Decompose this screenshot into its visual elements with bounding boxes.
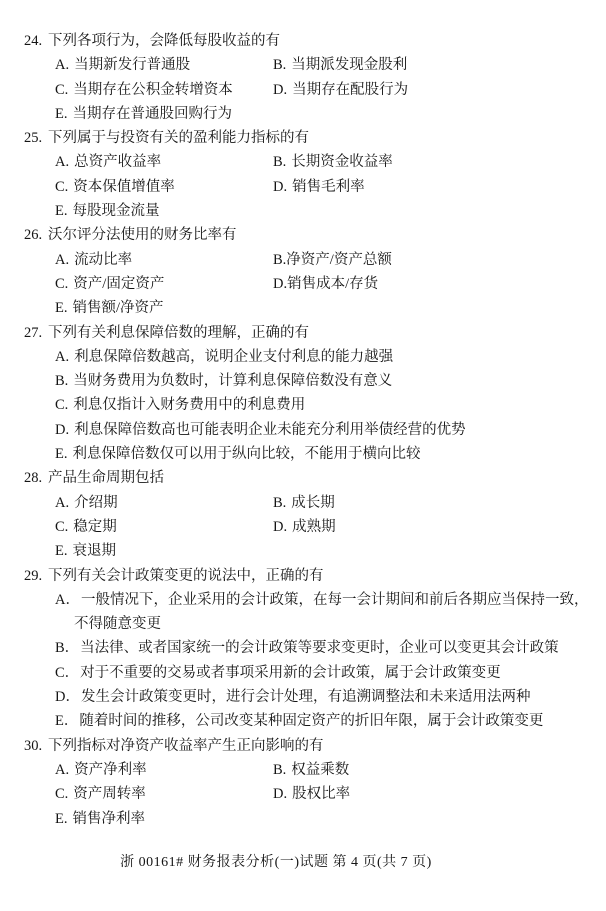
option bbox=[273, 276, 378, 292]
option bbox=[273, 495, 335, 511]
option-label: E. bbox=[55, 810, 68, 827]
option-row bbox=[0, 515, 606, 539]
question-number: 28. bbox=[24, 470, 43, 487]
option-label: D. bbox=[273, 518, 288, 535]
option-text: 当财务费用为负数时，计算利息保障倍数没有意义 bbox=[73, 373, 393, 390]
option-label: B． bbox=[55, 640, 80, 657]
option-text: 利息保障倍数越高，说明企业支付利息的能力越强 bbox=[74, 348, 394, 365]
question-number: 30. bbox=[24, 737, 43, 754]
option-text: 每股现金流量 bbox=[72, 203, 160, 220]
option-label: B. bbox=[273, 761, 287, 778]
option bbox=[55, 446, 420, 462]
option-text: 利息保障倍数高也可能表明企业未能充分利用举债经营的优势 bbox=[74, 421, 466, 438]
option bbox=[273, 154, 393, 170]
option-label: E. bbox=[55, 300, 68, 317]
option bbox=[55, 106, 232, 122]
question-number: 27. bbox=[24, 324, 43, 341]
question-number: 24. bbox=[24, 33, 43, 49]
option-text: 销售毛利率 bbox=[292, 178, 365, 195]
option-label: C. bbox=[55, 178, 69, 195]
option-label: A. bbox=[55, 761, 70, 778]
option bbox=[55, 248, 273, 272]
option-label: E. bbox=[55, 446, 68, 463]
option-text: 股权比率 bbox=[292, 786, 351, 803]
option-row bbox=[0, 758, 606, 782]
page-footer: 浙 00161# 财务报表分析(一)试题 第 4 页(共 7 页) bbox=[120, 855, 432, 870]
option-text: 当期派发现金股利 bbox=[291, 57, 408, 74]
question-line bbox=[0, 29, 606, 53]
option-text: 资本保值增值率 bbox=[73, 178, 175, 195]
option bbox=[55, 543, 116, 559]
option-text: 销售额/净资产 bbox=[72, 300, 164, 317]
option-text: 总资产收益率 bbox=[74, 154, 162, 171]
option-text: 流动比率 bbox=[74, 251, 133, 268]
option-text: 销售净利率 bbox=[72, 810, 145, 827]
option-label: B. bbox=[273, 57, 287, 74]
option-label: C． bbox=[55, 664, 80, 681]
option bbox=[55, 640, 559, 656]
option bbox=[55, 349, 393, 365]
option-row bbox=[0, 345, 606, 369]
option-label: C. bbox=[55, 518, 69, 535]
option-text: 当期新发行普通股 bbox=[74, 57, 191, 74]
option bbox=[55, 53, 273, 77]
option bbox=[55, 689, 530, 705]
option-text: 利息仅指计入财务费用中的利息费用 bbox=[73, 397, 306, 414]
option-label: E． bbox=[55, 713, 79, 730]
question-line bbox=[0, 466, 606, 490]
option-row bbox=[0, 588, 606, 612]
option-label: D. bbox=[273, 81, 288, 98]
option bbox=[55, 150, 273, 174]
option-row bbox=[0, 78, 606, 102]
option-row bbox=[0, 102, 606, 126]
option bbox=[55, 175, 273, 199]
option bbox=[55, 592, 588, 608]
option-row bbox=[0, 175, 606, 199]
option bbox=[55, 300, 164, 316]
option-row bbox=[0, 199, 606, 223]
option bbox=[273, 762, 349, 778]
option-label: C. bbox=[55, 786, 69, 803]
option-row bbox=[0, 150, 606, 174]
option-label: A. bbox=[55, 348, 70, 365]
option-row bbox=[0, 369, 606, 393]
option-text: 资产净利率 bbox=[74, 761, 147, 778]
option-label: D. bbox=[273, 275, 288, 292]
question-text: 下列属于与投资有关的盈利能力指标的有 bbox=[48, 130, 309, 147]
option-row bbox=[0, 272, 606, 296]
option-text: 衰退期 bbox=[72, 543, 116, 560]
option bbox=[55, 713, 543, 729]
question-line bbox=[0, 564, 606, 588]
option-label: C. bbox=[55, 397, 69, 414]
option-row bbox=[0, 393, 606, 417]
option-label: A. bbox=[55, 494, 70, 511]
option-row bbox=[0, 418, 606, 442]
option bbox=[55, 373, 392, 389]
option-text: 净资产/资产总额 bbox=[286, 251, 392, 268]
option-label: A. bbox=[55, 251, 70, 268]
question-text: 产品生命周期包括 bbox=[48, 470, 164, 487]
option-label: C. bbox=[55, 81, 69, 98]
option-text: 资产/固定资产 bbox=[73, 275, 165, 292]
option bbox=[55, 78, 273, 102]
option bbox=[55, 397, 305, 413]
option bbox=[273, 82, 408, 98]
option-row bbox=[0, 248, 606, 272]
option bbox=[273, 57, 407, 73]
option-text: 随着时间的推移，公司改变某种固定资产的折旧年限，属于会计政策变更 bbox=[79, 713, 544, 730]
option-row bbox=[0, 296, 606, 320]
question-number: 26. bbox=[24, 227, 43, 244]
option-label: E. bbox=[55, 105, 68, 122]
option-row bbox=[0, 661, 606, 685]
option-label: E. bbox=[55, 543, 68, 560]
question-line bbox=[0, 126, 606, 150]
option bbox=[273, 786, 350, 802]
option-label: A. bbox=[55, 57, 70, 74]
option bbox=[55, 782, 273, 806]
option-label: B. bbox=[273, 251, 287, 268]
option-text: 对于不重要的交易或者事项采用新的会计政策，属于会计政策变更 bbox=[80, 664, 501, 681]
option-row bbox=[0, 636, 606, 660]
option-label: E. bbox=[55, 203, 68, 220]
option-text: 稳定期 bbox=[73, 518, 117, 535]
option bbox=[273, 252, 392, 268]
option-text: 介绍期 bbox=[74, 494, 118, 511]
option-row bbox=[0, 709, 606, 733]
option-text: 当法律、或者国家统一的会计政策等要求变更时，企业可以变更其会计政策 bbox=[80, 640, 559, 657]
question-text: 下列各项行为，会降低每股收益的有 bbox=[48, 33, 280, 49]
option-label: D. bbox=[273, 178, 288, 195]
option-row bbox=[0, 442, 606, 466]
question-line bbox=[0, 223, 606, 247]
question-line bbox=[0, 734, 606, 758]
question-text: 沃尔评分法使用的财务比率有 bbox=[48, 227, 237, 244]
option-label: A. bbox=[55, 154, 70, 171]
option-text: 当期存在普通股回购行为 bbox=[72, 105, 232, 122]
option bbox=[273, 179, 365, 195]
option-text: 销售成本/存货 bbox=[287, 275, 379, 292]
option-label: C. bbox=[55, 275, 69, 292]
option-text: 当期存在公积金转增资本 bbox=[73, 81, 233, 98]
option-text: 权益乘数 bbox=[291, 761, 350, 778]
option-row bbox=[0, 491, 606, 515]
option-label: D. bbox=[55, 421, 70, 438]
option-row bbox=[0, 539, 606, 563]
option bbox=[55, 422, 466, 438]
option bbox=[55, 203, 159, 219]
option-text: 利息保障倍数仅可以用于纵向比较，不能用于横向比较 bbox=[72, 446, 421, 463]
option-row bbox=[0, 685, 606, 709]
option bbox=[55, 272, 273, 296]
option-label: D． bbox=[55, 689, 80, 706]
option-label: B. bbox=[55, 373, 69, 390]
option bbox=[55, 515, 273, 539]
option-continuation: 不得随意变更 bbox=[74, 616, 161, 633]
option bbox=[55, 758, 273, 782]
option-text: 一般情况下，企业采用的会计政策，在每一会计期间和前后各期应当保持一致， bbox=[80, 591, 589, 608]
question-text: 下列指标对净资产收益率产生正向影响的有 bbox=[48, 737, 324, 754]
option bbox=[55, 665, 501, 681]
option-label: A． bbox=[55, 591, 80, 608]
option-text: 当期存在配股行为 bbox=[292, 81, 409, 98]
option-row bbox=[0, 782, 606, 806]
question-number: 25. bbox=[24, 130, 43, 147]
question-text: 下列有关会计政策变更的说法中，正确的有 bbox=[48, 567, 324, 584]
question-number: 29. bbox=[24, 567, 43, 584]
option-text: 成熟期 bbox=[292, 518, 336, 535]
option-label: B. bbox=[273, 154, 287, 171]
option-row bbox=[0, 807, 606, 831]
option-text: 发生会计政策变更时，进行会计处理，有追溯调整法和未来适用法两种 bbox=[80, 689, 531, 706]
option-label: D. bbox=[273, 786, 288, 803]
option bbox=[273, 519, 336, 535]
question-text: 下列有关利息保障倍数的理解，正确的有 bbox=[48, 324, 309, 341]
option bbox=[55, 811, 145, 827]
option-row bbox=[0, 53, 606, 77]
question-line bbox=[0, 321, 606, 345]
option-text: 成长期 bbox=[291, 494, 335, 511]
option bbox=[55, 491, 273, 515]
option-text: 长期资金收益率 bbox=[291, 154, 393, 171]
option-label: B. bbox=[273, 494, 287, 511]
option-text: 资产周转率 bbox=[73, 786, 146, 803]
